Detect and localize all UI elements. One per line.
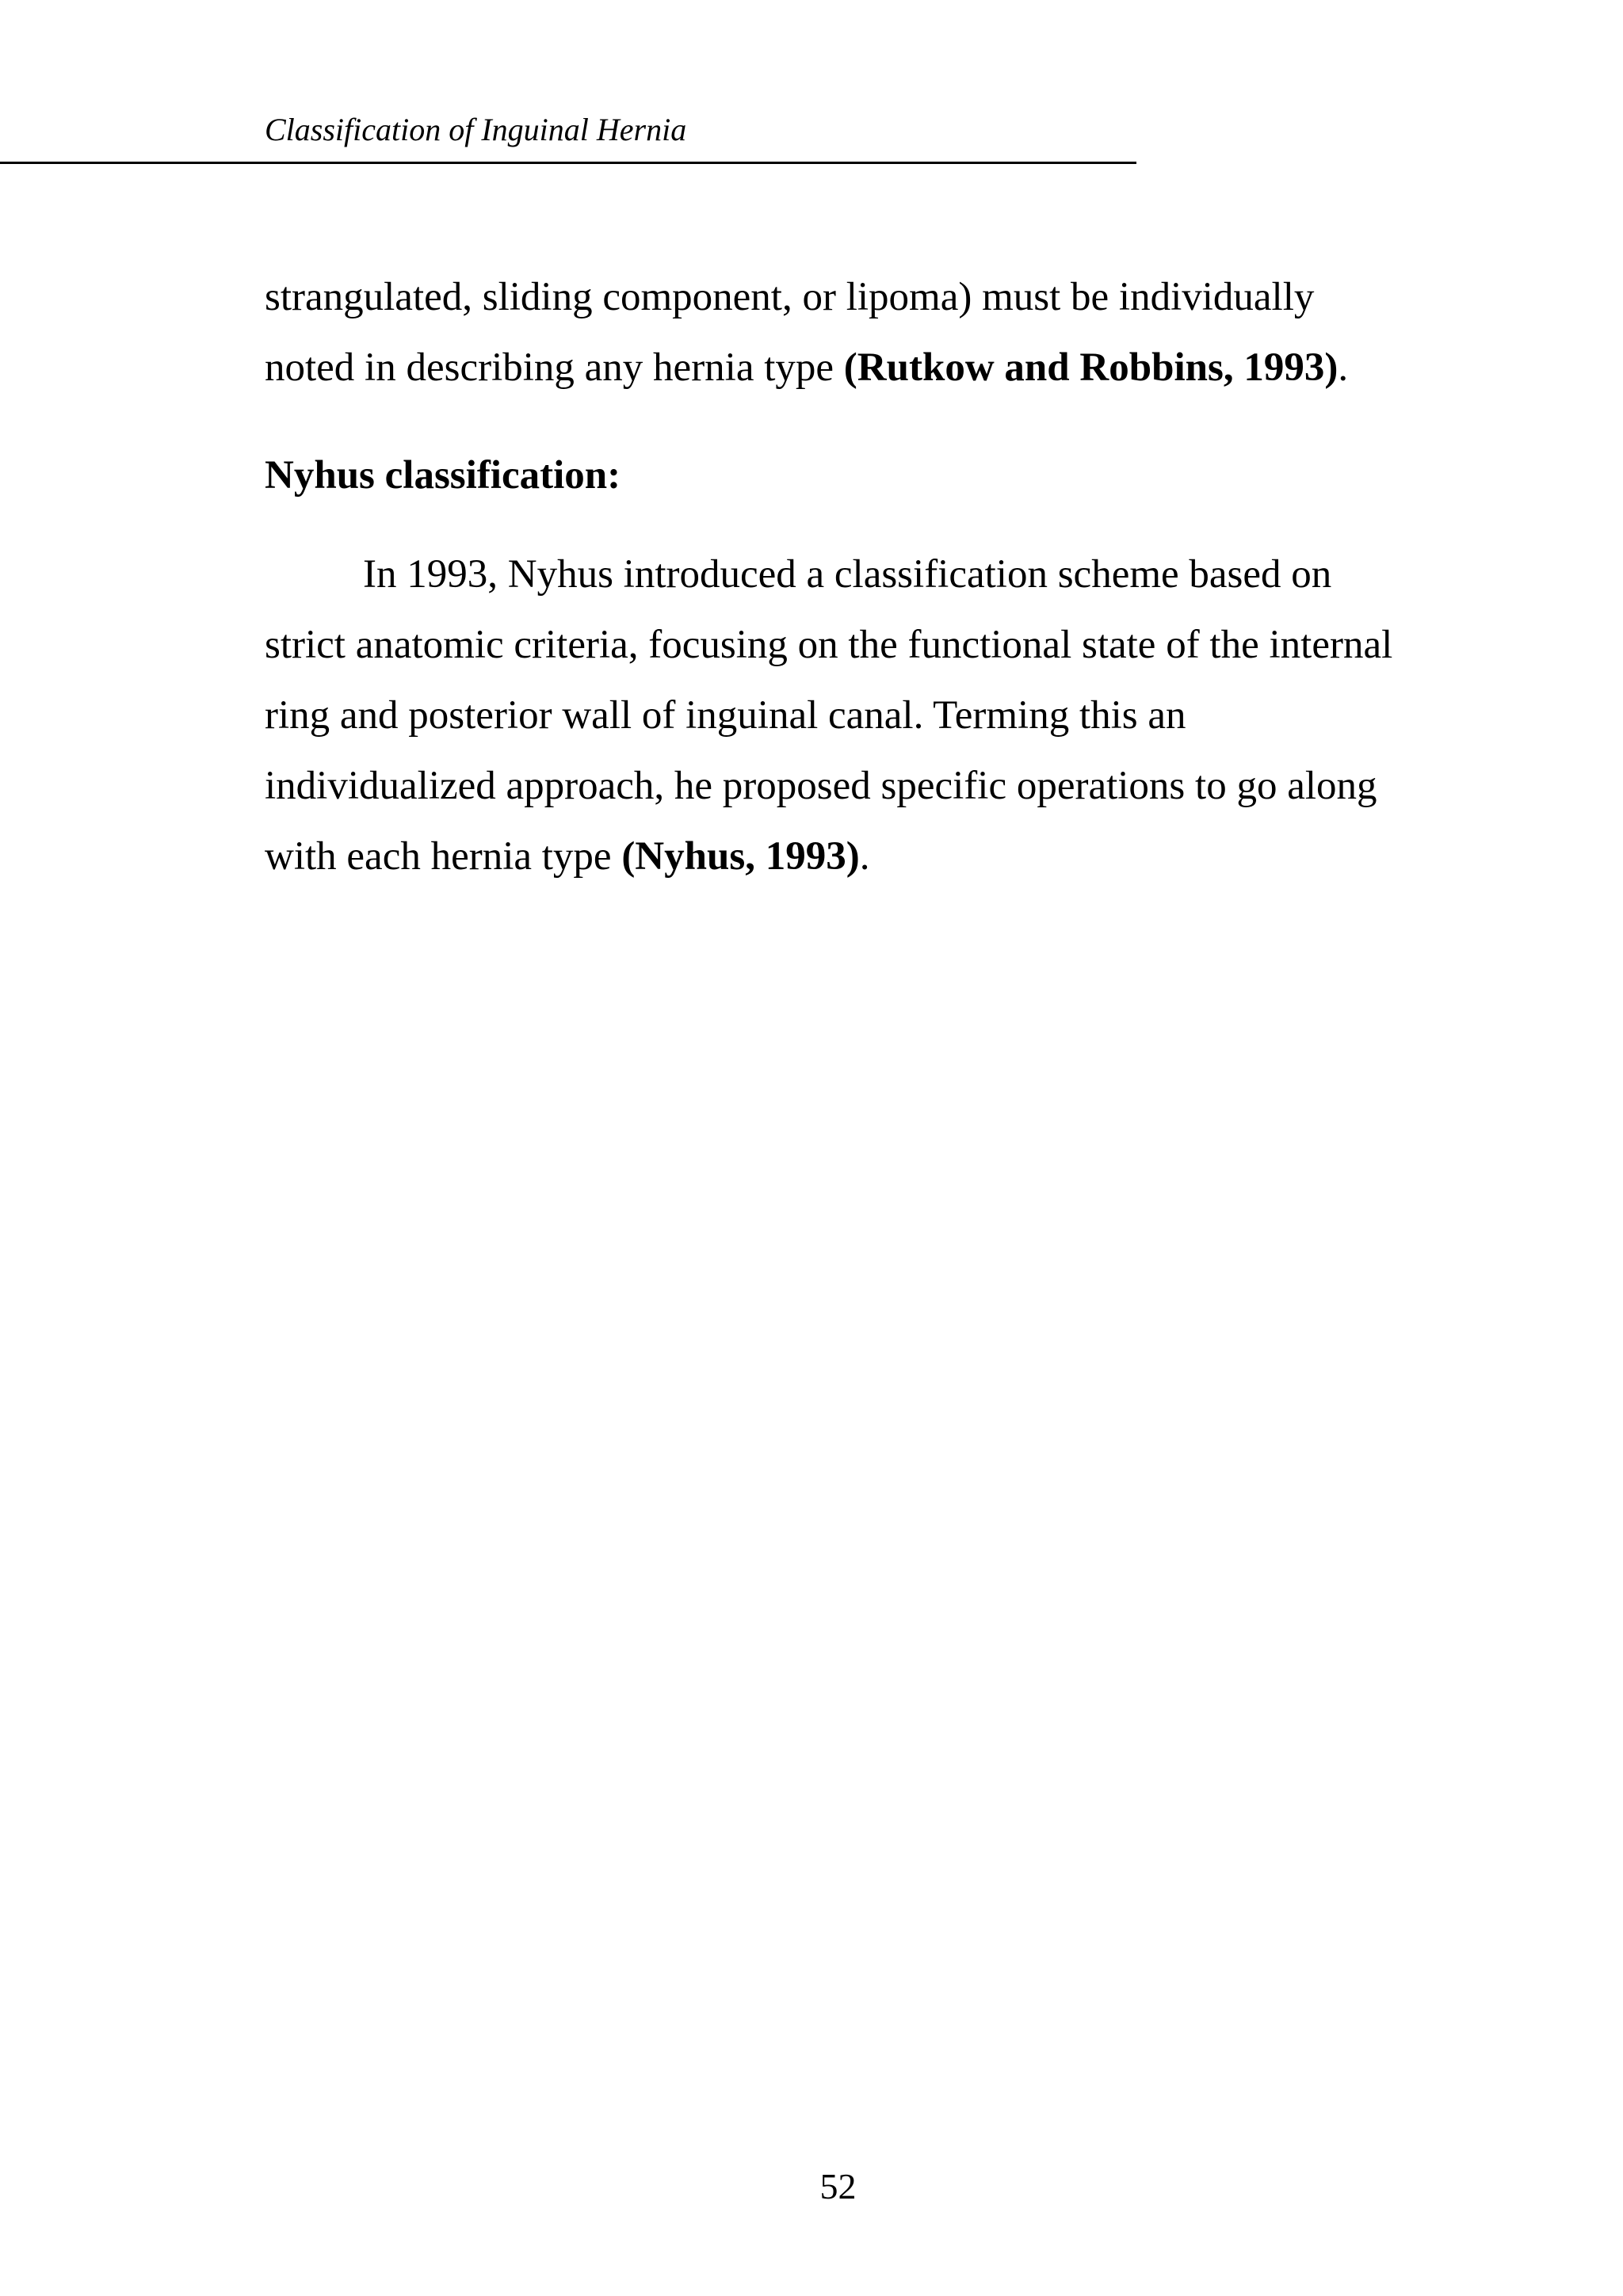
paragraph-nyhus: [265, 540, 1422, 892]
citation: (Rutkow and Robbins, 1993): [843, 345, 1338, 390]
paragraph-continuation: [265, 262, 1422, 403]
paragraph-line: strangulated, sliding component, or lipoma) must be individually: [265, 275, 1315, 319]
paragraph-line: [265, 333, 1422, 403]
paragraph-text: with each hernia type: [265, 834, 622, 879]
paragraph-line: [265, 822, 1422, 892]
header-rule: [0, 162, 1136, 164]
paragraph-line: In 1993, Nyhus introduced a classification scheme based on: [363, 552, 1332, 597]
paragraph-line: individualized approach, he proposed specific operations to go along: [265, 764, 1377, 808]
paragraph-line: strict anatomic criteria, focusing on the functional state of the internal: [265, 623, 1393, 667]
section-heading: Nyhus classification:: [265, 453, 621, 498]
citation: (Nyhus, 1993): [621, 834, 860, 879]
paragraph-line: ring and posterior wall of inguinal canal. Terming this an: [265, 693, 1186, 738]
page-number: 52: [819, 2166, 857, 2206]
running-header-title: Classification of Inguinal Hernia: [265, 112, 687, 147]
punctuation: .: [1338, 345, 1349, 390]
punctuation: .: [859, 834, 870, 879]
paragraph-text: noted in describing any hernia type: [265, 345, 844, 390]
